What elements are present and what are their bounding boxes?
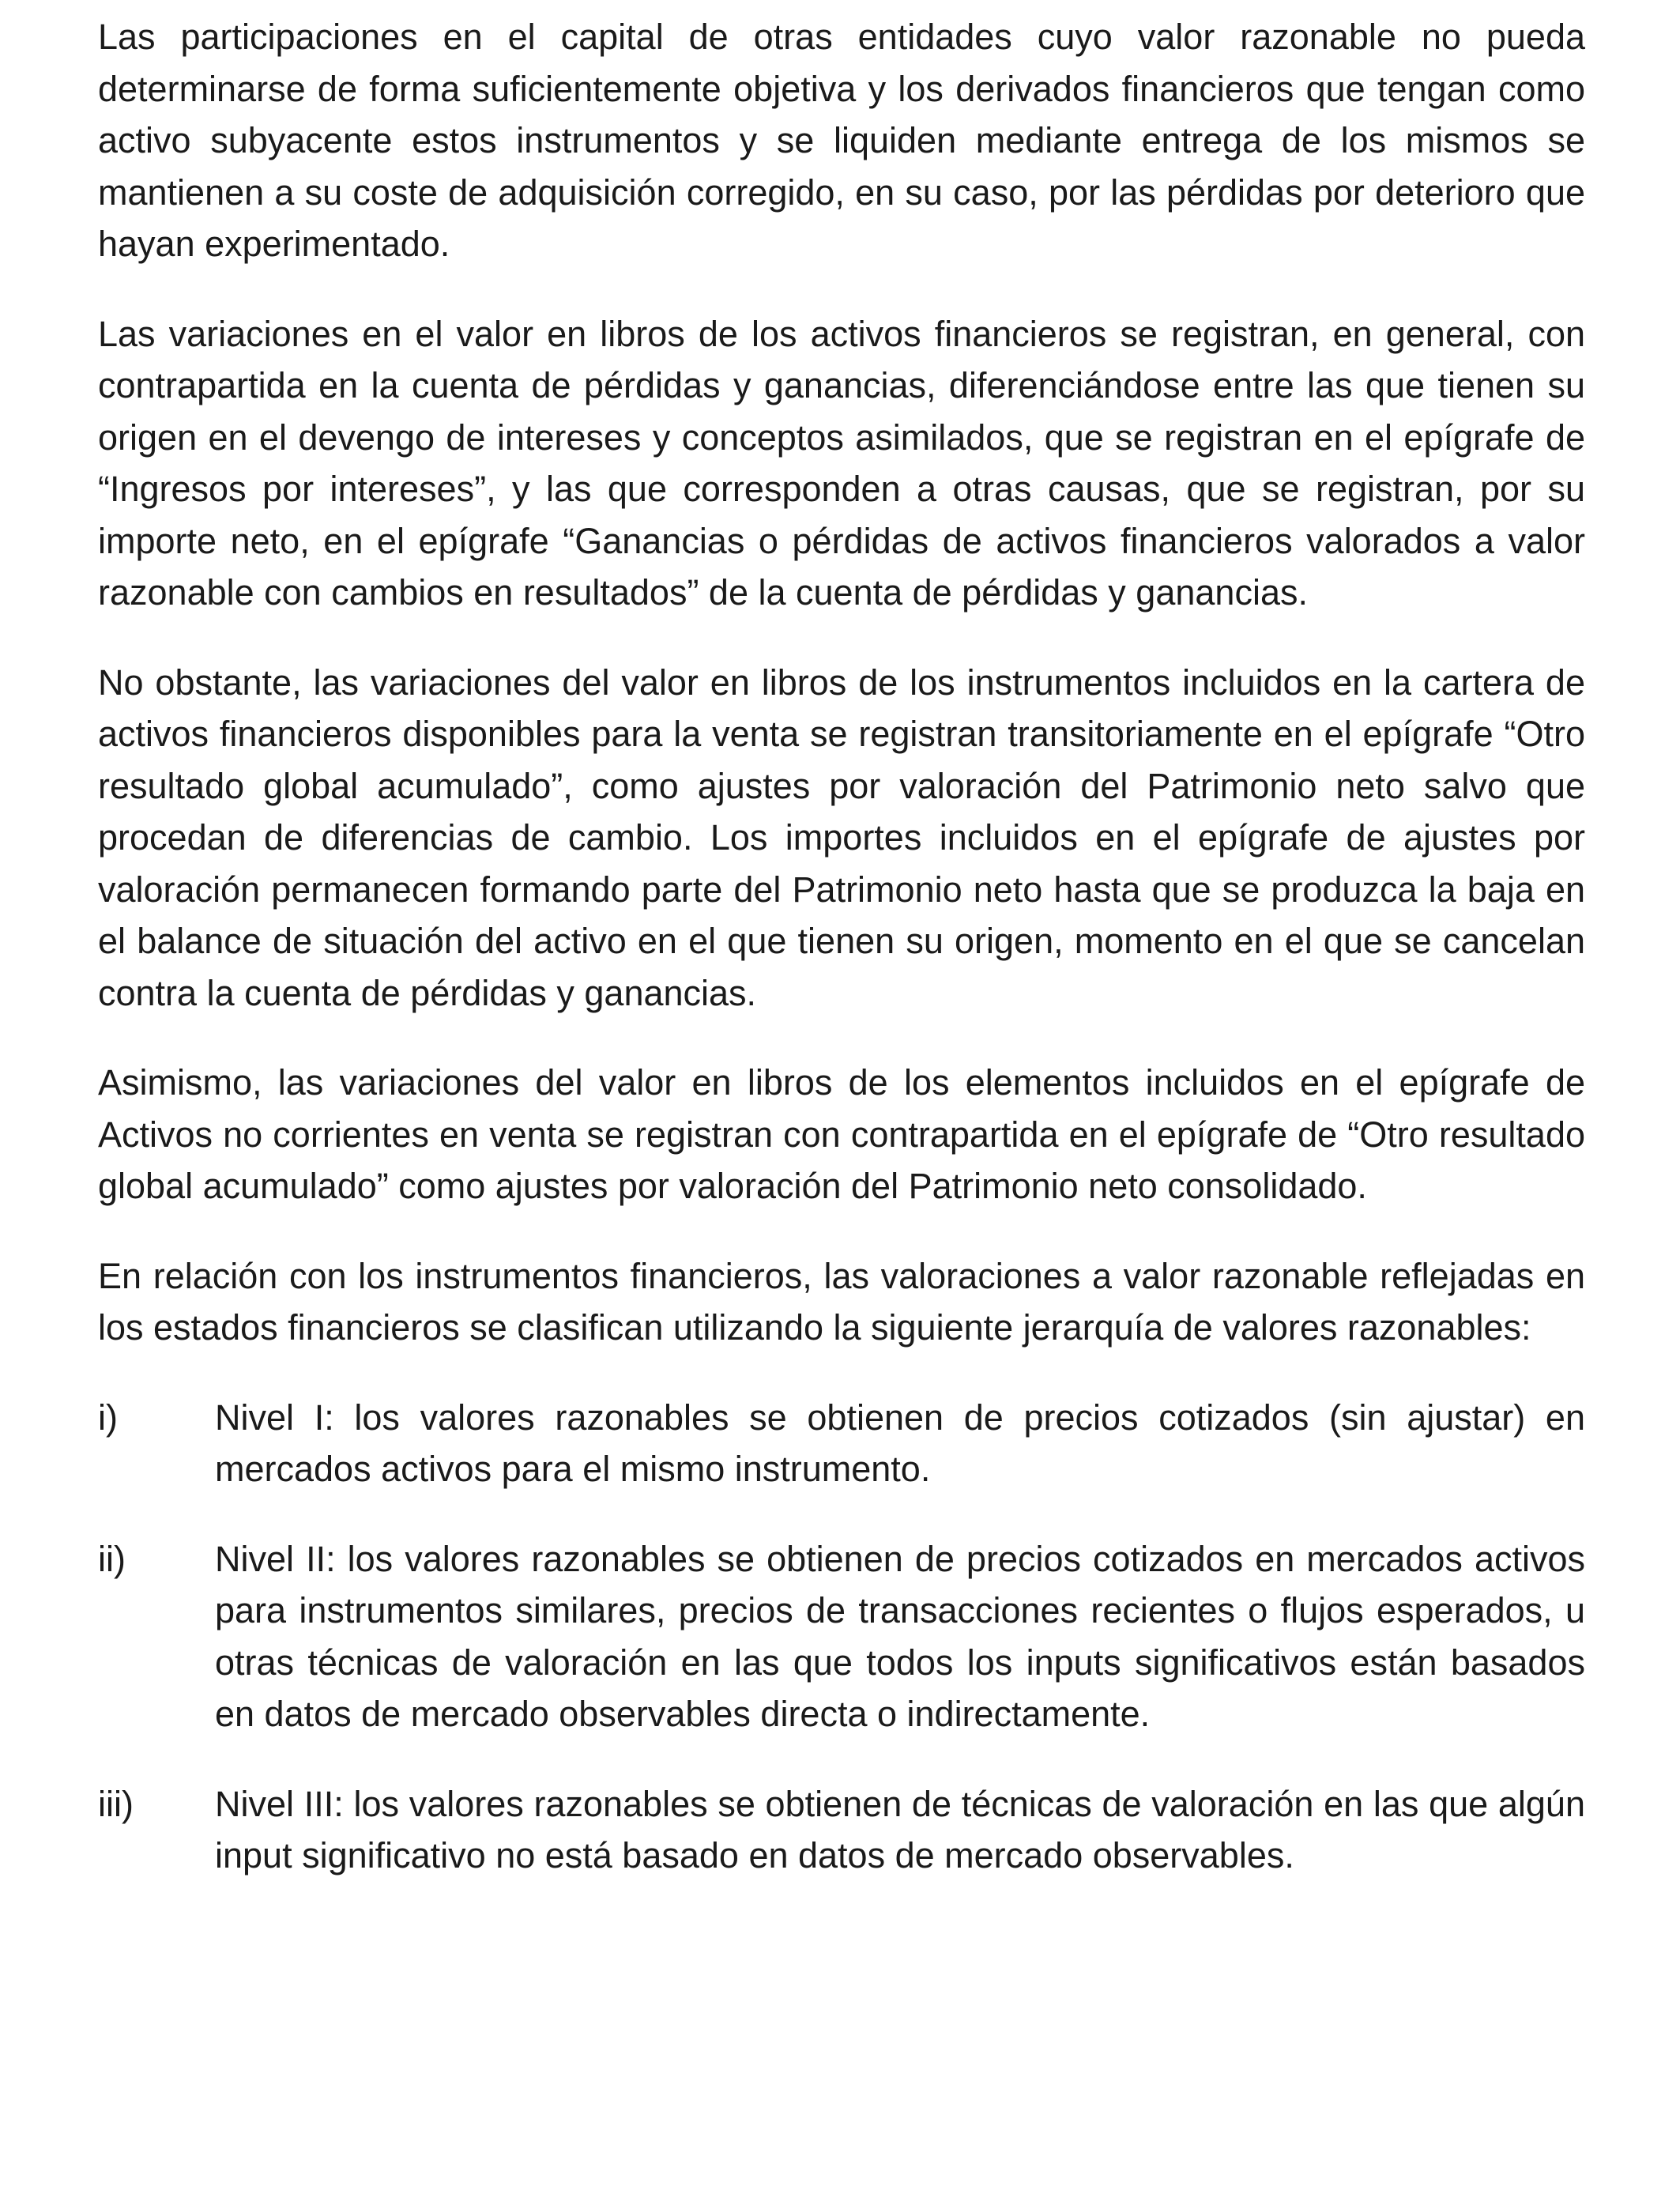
list-marker: iii): [98, 1783, 134, 1824]
paragraph-book-value-changes: Las variaciones en el valor en libros de los activos financieros se registran, en general, con contrapartida en la cuenta de pérdidas y ganancias, diferenciándose entre las que tienen su origen en el devengo de intereses y conceptos asimilados, que se registran en el epígrafe de “Ingresos por intereses”, y las que corresponden a otras causas, que se registran, por su importe neto, en el epígrafe “Ganancias o pérdidas de activos financieros valorados a valor razonable con cambios en resultados” de la cuenta de pérdidas y ganancias.: [98, 313, 1585, 613]
list-item-level-2: [98, 1533, 1585, 1740]
paragraph-fair-value-hierarchy-intro: En relación con los instrumentos financieros, las valoraciones a valor razonable reflejadas en los estados financieros se clasifican utilizando la siguiente jerarquía de valores razonables:: [98, 1255, 1585, 1348]
list-item-level-3: [98, 1778, 1585, 1882]
list-item-level-1: [98, 1392, 1585, 1495]
list-item-text: Nivel III: los valores razonables se obtienen de técnicas de valoración en las que algún input significativo no está basado en datos de mercado observables.: [215, 1783, 1585, 1875]
paragraph-unlisted-equity-valuation: Las participaciones en el capital de otras entidades cuyo valor razonable no pueda determinarse de forma suficientemente objetiva y los derivados financieros que tengan como activo subyacente estos instrumentos y se liquiden mediante entrega de los mismos se mantienen a su coste de adquisición corregido, en su caso, por las pérdidas por deterioro que hayan experimentado.: [98, 17, 1585, 264]
fair-value-hierarchy-list: [98, 1392, 1585, 1882]
list-item-text: Nivel II: los valores razonables se obtienen de precios cotizados en mercados activos para instrumentos similares, precios de transacciones recientes o flujos esperados, u otras técnicas de valoración en las que todos los inputs significativos están basados en datos de mercado observables directa o indirectamente.: [215, 1538, 1585, 1734]
document-page: [98, 11, 1585, 1920]
list-item-text: Nivel I: los valores razonables se obtienen de precios cotizados (sin ajustar) en mercados activos para el mismo instrumento.: [215, 1397, 1585, 1489]
list-marker: i): [98, 1397, 118, 1438]
list-marker: ii): [98, 1538, 126, 1579]
paragraph-available-for-sale: No obstante, las variaciones del valor en libros de los instrumentos incluidos en la cartera de activos financieros disponibles para la venta se registran transitoriamente en el epígrafe “Otro resultado global acumulado”, como ajustes por valoración del Patrimonio neto salvo que procedan de diferencias de cambio. Los importes incluidos en el epígrafe de ajustes por valoración permanecen formando parte del Patrimonio neto hasta que se produzca la baja en el balance de situación del activo en el que tienen su origen, momento en el que se cancelan contra la cuenta de pérdidas y ganancias.: [98, 662, 1585, 1013]
paragraph-non-current-assets: Asimismo, las variaciones del valor en libros de los elementos incluidos en el epígrafe de Activos no corrientes en venta se registran con contrapartida en el epígrafe de “Otro resultado global acumulado” como ajustes por valoración del Patrimonio neto consolidado.: [98, 1062, 1585, 1206]
